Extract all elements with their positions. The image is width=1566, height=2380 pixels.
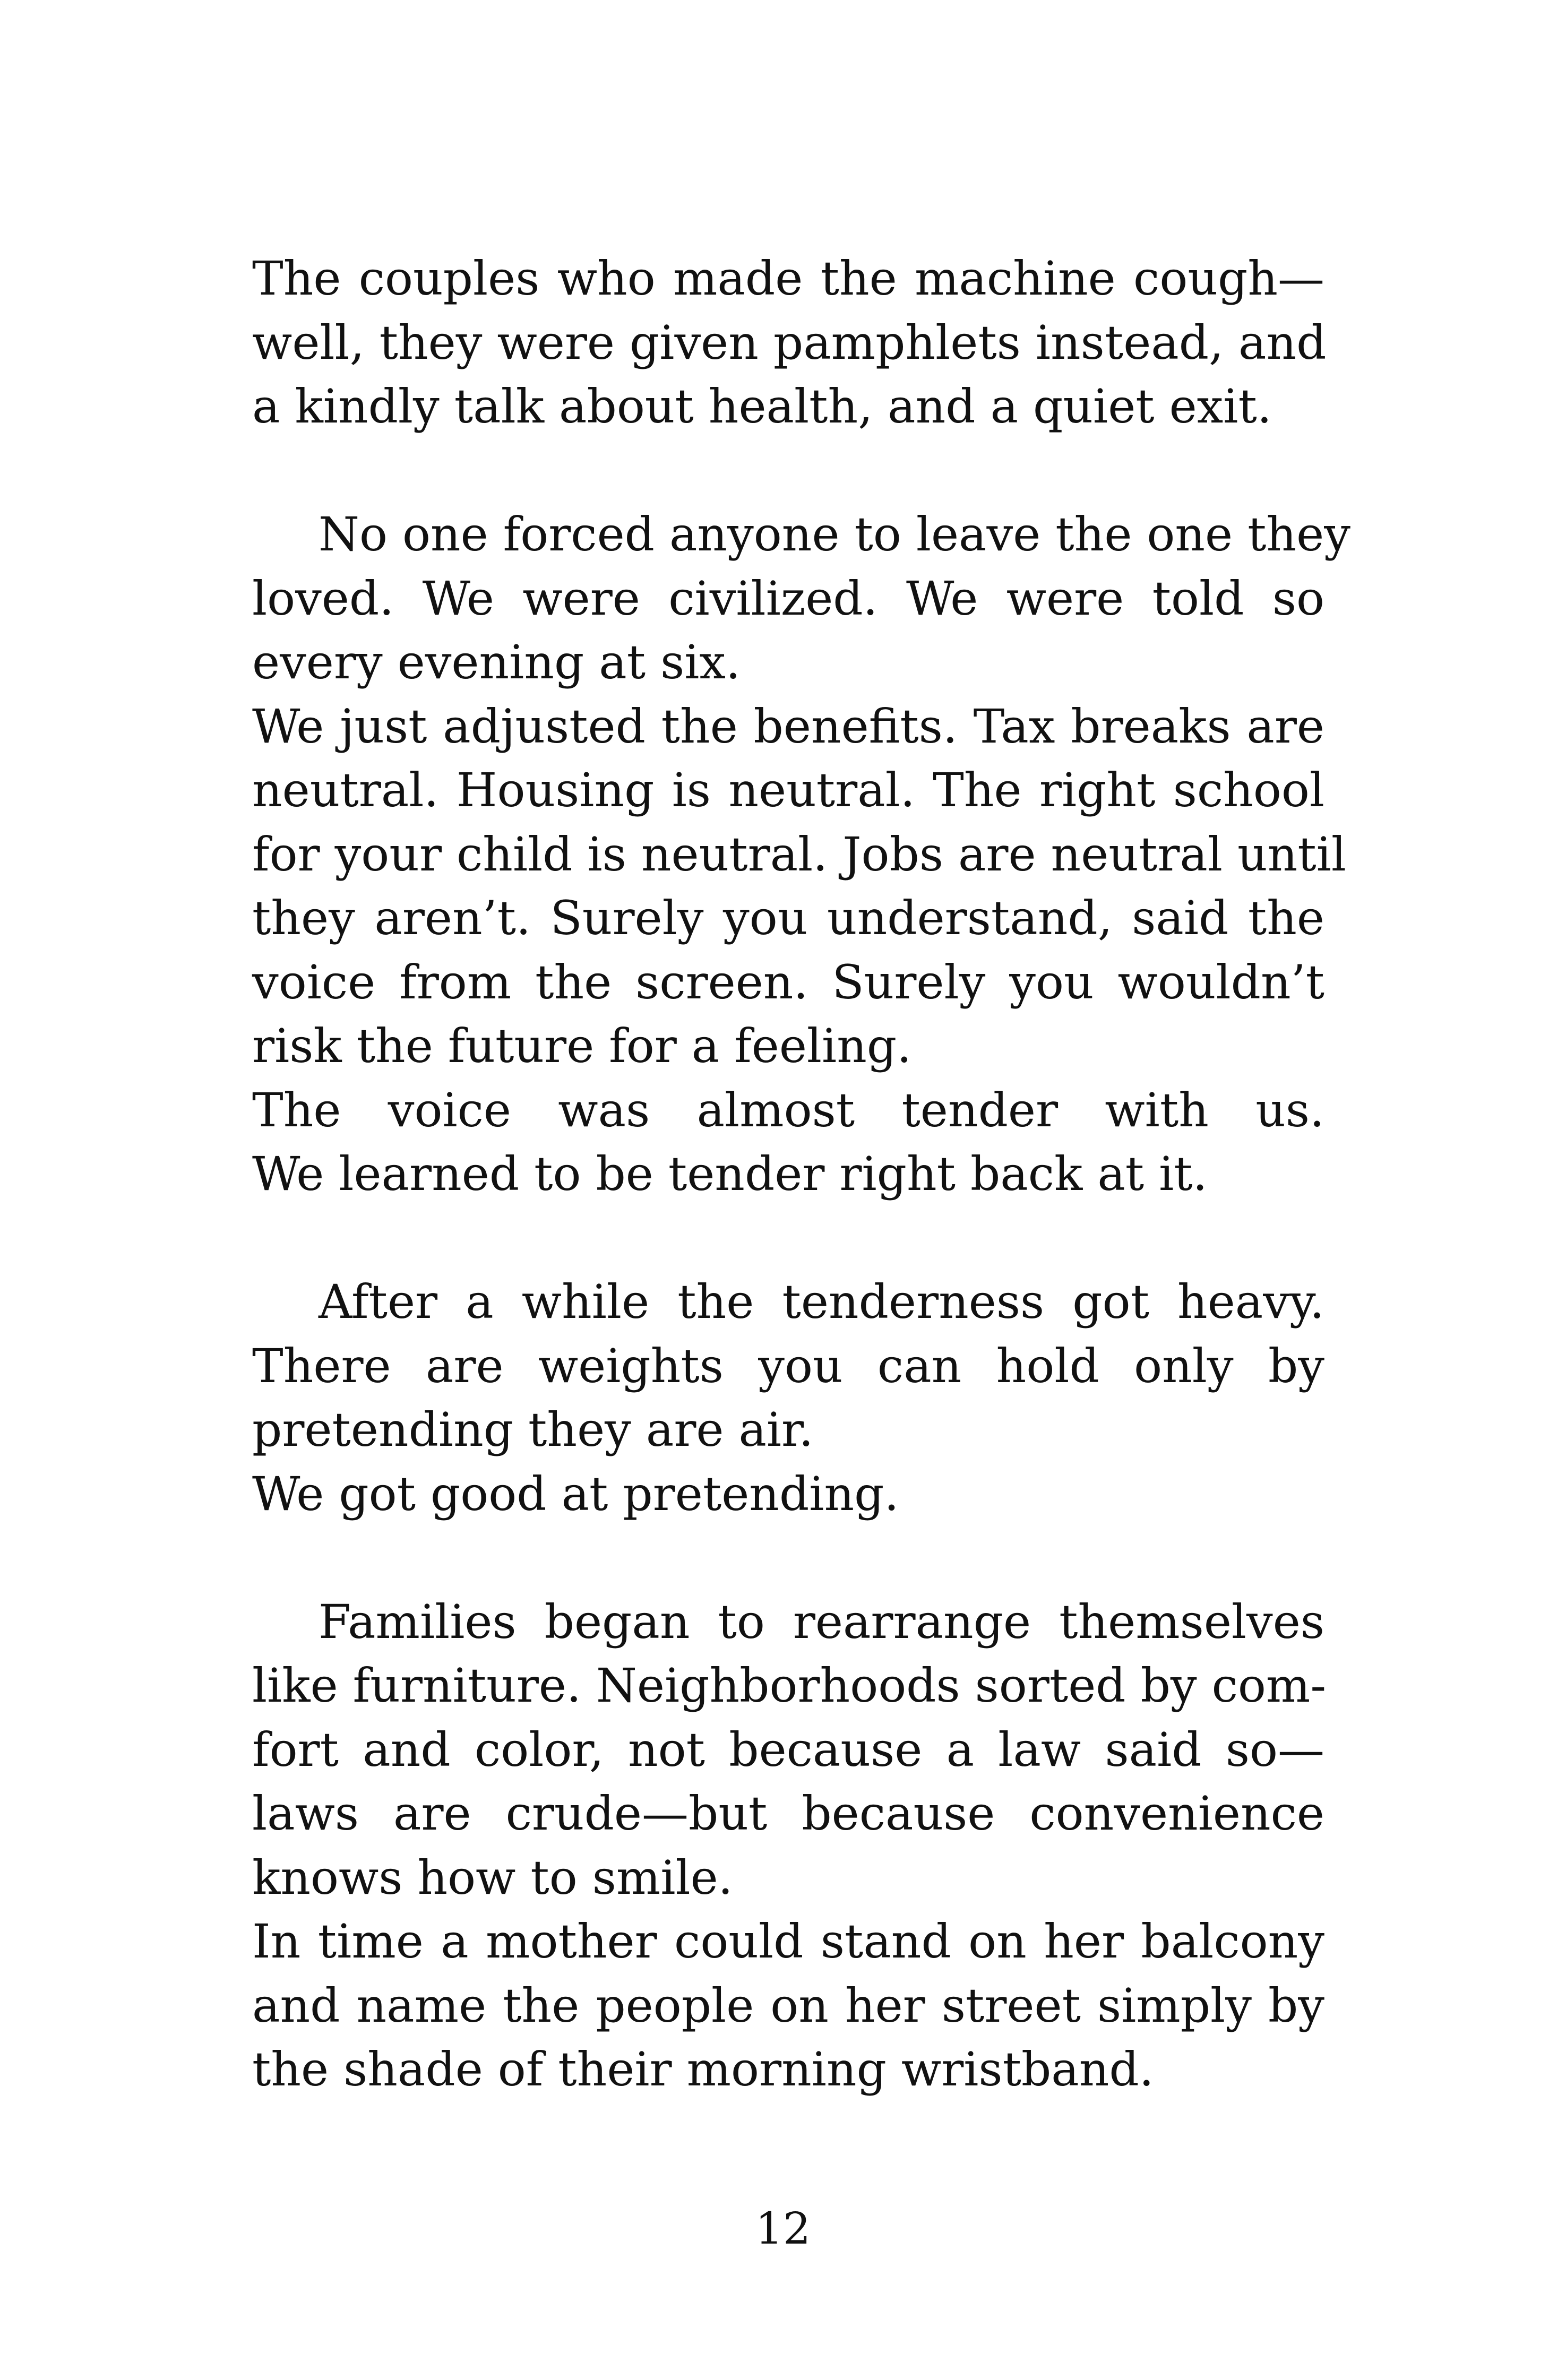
text-line: pretending they are air. [252, 1402, 814, 1457]
text-line: In time a mother could stand on her balcony [252, 1914, 1324, 1969]
text-line: neutral. Housing is neutral. The right school [252, 763, 1324, 817]
page-number: 12 [755, 2204, 811, 2254]
text-line: Families began to rearrange themselves [319, 1594, 1324, 1649]
paragraph [252, 1910, 1324, 2102]
text-line: and name the people on her street simply by [252, 1978, 1324, 2033]
text-line: No one forced anyone to leave the one they [319, 507, 1350, 562]
text-line: they aren’t. Surely you understand, said the [252, 891, 1324, 945]
text-line: laws are crude—but because convenience [252, 1786, 1324, 1841]
text-line: the shade of their morning wristband. [252, 2042, 1154, 2097]
text-line: knows how to smile. [252, 1850, 733, 1905]
body-text [252, 247, 1350, 2102]
text-line: After a while the tenderness got heavy. [319, 1274, 1324, 1329]
text-line: a kindly talk about health, and a quiet exit. [252, 379, 1272, 434]
text-line: well, they were given pamphlets instead, and [252, 315, 1327, 370]
paragraph [252, 1079, 1324, 1206]
paragraph [252, 247, 1327, 439]
paragraph [252, 503, 1350, 695]
text-line: loved. We were civilized. We were told so [252, 571, 1324, 626]
text-line: every evening at six. [252, 635, 741, 689]
paragraph [252, 1270, 1324, 1462]
paragraph-gap [252, 1206, 1324, 1271]
text-line: We just adjusted the benefits. Tax breaks are [252, 699, 1324, 754]
text-line: There are weights you can hold only by [252, 1338, 1324, 1393]
paragraph-gap [252, 439, 1324, 503]
text-line: The voice was almost tender with us. [252, 1082, 1324, 1137]
paragraph [252, 695, 1346, 1079]
text-line: fort and color, not because a law said so— [252, 1722, 1324, 1777]
paragraph-gap [252, 1526, 1324, 1590]
text-line: The couples who made the machine cough— [252, 251, 1324, 306]
text-line: like furniture. Neighborhoods sorted by com- [252, 1658, 1327, 1713]
paragraph [252, 1462, 1324, 1527]
text-line: risk the future for a feeling. [252, 1019, 912, 1073]
text-line: for your child is neutral. Jobs are neutral until [252, 826, 1346, 882]
text-line: We got good at pretending. [252, 1466, 899, 1521]
paragraph [252, 1590, 1327, 1910]
text-line: We learned to be tender right back at it. [252, 1146, 1208, 1201]
text-line: voice from the screen. Surely you wouldn’t [252, 954, 1324, 1010]
